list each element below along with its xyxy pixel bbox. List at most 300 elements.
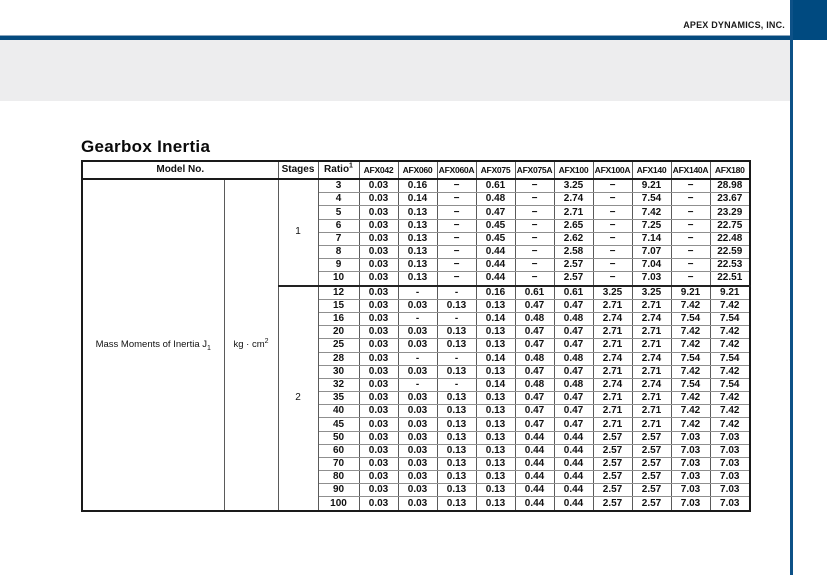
inertia-value-cell: 2.74 <box>632 352 671 365</box>
gearbox-inertia-table <box>81 160 751 512</box>
inertia-value-cell: - <box>437 313 476 326</box>
inertia-value-cell: − <box>515 193 554 206</box>
inertia-value-cell: 0.03 <box>359 365 398 378</box>
inertia-value-cell: 7.42 <box>671 326 710 339</box>
inertia-value-cell: 0.47 <box>515 418 554 431</box>
inertia-value-cell: 0.03 <box>359 392 398 405</box>
ratio-cell: 60 <box>318 444 359 457</box>
inertia-value-cell: 0.13 <box>437 431 476 444</box>
unit-cell: kg · $cm^2$ <box>224 179 278 511</box>
inertia-value-cell: 7.03 <box>710 484 750 497</box>
ratio-cell: 3 <box>318 179 359 193</box>
inertia-value-cell: 7.42 <box>671 405 710 418</box>
subheader-band <box>0 40 790 101</box>
ratio-cell: 30 <box>318 365 359 378</box>
inertia-value-cell: 0.44 <box>515 457 554 470</box>
inertia-value-cell: 0.03 <box>398 444 437 457</box>
inertia-value-cell: − <box>671 245 710 258</box>
inertia-value-cell: 0.13 <box>437 339 476 352</box>
stages-header: Stages <box>278 161 318 179</box>
stage-cell: 2 <box>278 286 318 511</box>
inertia-value-cell: 7.42 <box>671 299 710 312</box>
inertia-value-cell: 7.42 <box>671 418 710 431</box>
inertia-value-cell: 2.57 <box>593 471 632 484</box>
inertia-value-cell: 2.74 <box>593 352 632 365</box>
inertia-value-cell: - <box>437 352 476 365</box>
inertia-value-cell: − <box>515 232 554 245</box>
inertia-value-cell: 0.44 <box>515 471 554 484</box>
inertia-value-cell: 7.04 <box>632 259 671 272</box>
inertia-value-cell: - <box>398 286 437 300</box>
inertia-value-cell: - <box>398 378 437 391</box>
inertia-value-cell: - <box>437 286 476 300</box>
inertia-value-cell: 0.03 <box>359 286 398 300</box>
inertia-value-cell: 0.03 <box>359 352 398 365</box>
inertia-value-cell: 2.57 <box>593 444 632 457</box>
inertia-value-cell: 2.74 <box>593 378 632 391</box>
inertia-value-cell: 0.16 <box>476 286 515 300</box>
inertia-value-cell: 2.74 <box>593 313 632 326</box>
inertia-value-cell: 0.13 <box>398 219 437 232</box>
inertia-value-cell: 0.13 <box>476 497 515 511</box>
inertia-value-cell: 0.13 <box>437 471 476 484</box>
inertia-value-cell: 0.45 <box>476 232 515 245</box>
inertia-value-cell: 0.03 <box>359 457 398 470</box>
inertia-value-cell: − <box>515 272 554 286</box>
inertia-value-cell: − <box>671 272 710 286</box>
inertia-value-cell: 7.14 <box>632 232 671 245</box>
inertia-value-cell: 0.03 <box>359 259 398 272</box>
inertia-value-cell: 2.71 <box>554 206 593 219</box>
row-group-label: Mass Moments of Inertia $J_1$ <box>82 179 224 511</box>
inertia-value-cell: 7.42 <box>710 405 750 418</box>
inertia-value-cell: − <box>437 272 476 286</box>
table-row <box>82 179 750 193</box>
inertia-value-cell: 22.53 <box>710 259 750 272</box>
inertia-value-cell: 0.13 <box>476 339 515 352</box>
ratio-cell: 25 <box>318 339 359 352</box>
inertia-value-cell: 0.14 <box>398 193 437 206</box>
inertia-value-cell: 0.13 <box>437 299 476 312</box>
inertia-value-cell: 7.03 <box>671 484 710 497</box>
inertia-value-cell: 0.03 <box>359 497 398 511</box>
model-column-header: AFX140A <box>671 161 710 179</box>
ratio-header: Ratio$^1$ <box>318 161 359 179</box>
ratio-cell: 10 <box>318 272 359 286</box>
inertia-value-cell: 7.42 <box>710 365 750 378</box>
inertia-value-cell: 0.03 <box>359 326 398 339</box>
model-column-header: AFX140 <box>632 161 671 179</box>
inertia-value-cell: 0.13 <box>437 457 476 470</box>
inertia-value-cell: 22.75 <box>710 219 750 232</box>
inertia-value-cell: − <box>671 232 710 245</box>
inertia-value-cell: − <box>593 259 632 272</box>
inertia-value-cell: 7.03 <box>671 471 710 484</box>
inertia-value-cell: 7.03 <box>710 497 750 511</box>
inertia-value-cell: 0.03 <box>398 457 437 470</box>
inertia-value-cell: 2.71 <box>593 299 632 312</box>
inertia-value-cell: 0.03 <box>359 339 398 352</box>
inertia-value-cell: 7.42 <box>710 299 750 312</box>
inertia-value-cell: 0.13 <box>476 431 515 444</box>
inertia-value-cell: 0.13 <box>476 299 515 312</box>
inertia-value-cell: − <box>671 193 710 206</box>
inertia-value-cell: 7.07 <box>632 245 671 258</box>
inertia-value-cell: − <box>593 193 632 206</box>
inertia-value-cell: 22.59 <box>710 245 750 258</box>
inertia-value-cell: 0.13 <box>398 232 437 245</box>
ratio-cell: 15 <box>318 299 359 312</box>
inertia-value-cell: 0.13 <box>398 245 437 258</box>
inertia-value-cell: 0.44 <box>515 431 554 444</box>
inertia-value-cell: 9.21 <box>632 179 671 193</box>
inertia-value-cell: 2.57 <box>554 259 593 272</box>
gearbox-inertia-section <box>81 160 751 512</box>
inertia-value-cell: 0.13 <box>398 206 437 219</box>
inertia-value-cell: − <box>593 245 632 258</box>
inertia-value-cell: 2.57 <box>554 272 593 286</box>
inertia-value-cell: 2.71 <box>593 418 632 431</box>
inertia-value-cell: 0.13 <box>476 392 515 405</box>
inertia-value-cell: 0.44 <box>554 431 593 444</box>
inertia-value-cell: 2.65 <box>554 219 593 232</box>
inertia-value-cell: 0.03 <box>398 484 437 497</box>
inertia-value-cell: − <box>515 179 554 193</box>
inertia-value-cell: 0.47 <box>554 339 593 352</box>
ratio-cell: 9 <box>318 259 359 272</box>
inertia-value-cell: 0.03 <box>398 365 437 378</box>
ratio-cell: 8 <box>318 245 359 258</box>
inertia-value-cell: 7.54 <box>710 352 750 365</box>
inertia-value-cell: − <box>515 245 554 258</box>
inertia-value-cell: 0.13 <box>437 326 476 339</box>
inertia-value-cell: 0.48 <box>476 193 515 206</box>
inertia-value-cell: 2.74 <box>632 313 671 326</box>
ratio-cell: 35 <box>318 392 359 405</box>
inertia-value-cell: 0.14 <box>476 378 515 391</box>
inertia-value-cell: − <box>671 206 710 219</box>
model-no-header: Model No. <box>82 161 278 179</box>
inertia-value-cell: 0.03 <box>359 232 398 245</box>
inertia-value-cell: 7.42 <box>710 339 750 352</box>
inertia-value-cell: − <box>515 206 554 219</box>
inertia-value-cell: 0.48 <box>554 378 593 391</box>
inertia-value-cell: - <box>437 378 476 391</box>
inertia-value-cell: 0.03 <box>398 339 437 352</box>
inertia-value-cell: 2.71 <box>632 299 671 312</box>
inertia-value-cell: 0.03 <box>398 418 437 431</box>
inertia-value-cell: 9.21 <box>671 286 710 300</box>
inertia-value-cell: − <box>437 193 476 206</box>
inertia-value-cell: 22.51 <box>710 272 750 286</box>
inertia-value-cell: 0.13 <box>437 405 476 418</box>
inertia-value-cell: 0.44 <box>476 245 515 258</box>
inertia-value-cell: 0.03 <box>398 392 437 405</box>
inertia-value-cell: 0.03 <box>359 313 398 326</box>
inertia-value-cell: 0.47 <box>554 326 593 339</box>
inertia-value-cell: 0.03 <box>359 378 398 391</box>
inertia-value-cell: 2.71 <box>632 392 671 405</box>
inertia-value-cell: 0.45 <box>476 219 515 232</box>
inertia-value-cell: 0.03 <box>359 418 398 431</box>
model-column-header: AFX100A <box>593 161 632 179</box>
inertia-value-cell: 7.42 <box>671 339 710 352</box>
inertia-value-cell: 2.57 <box>593 497 632 511</box>
table-header-row <box>82 161 750 179</box>
ratio-cell: 100 <box>318 497 359 511</box>
ratio-cell: 12 <box>318 286 359 300</box>
inertia-value-cell: 0.03 <box>359 272 398 286</box>
inertia-value-cell: 0.48 <box>554 313 593 326</box>
inertia-value-cell: 2.57 <box>632 471 671 484</box>
brand-square <box>790 0 827 40</box>
inertia-value-cell: 0.03 <box>359 484 398 497</box>
inertia-value-cell: 0.13 <box>476 457 515 470</box>
inertia-value-cell: 0.48 <box>554 352 593 365</box>
inertia-value-cell: 0.47 <box>515 365 554 378</box>
ratio-cell: 20 <box>318 326 359 339</box>
inertia-value-cell: 0.03 <box>359 219 398 232</box>
inertia-value-cell: 0.13 <box>437 365 476 378</box>
inertia-value-cell: 0.13 <box>398 272 437 286</box>
inertia-value-cell: 0.47 <box>515 405 554 418</box>
inertia-value-cell: 7.25 <box>632 219 671 232</box>
inertia-value-cell: 7.42 <box>632 206 671 219</box>
inertia-value-cell: 0.44 <box>476 272 515 286</box>
inertia-value-cell: 0.03 <box>359 431 398 444</box>
ratio-cell: 7 <box>318 232 359 245</box>
inertia-value-cell: 7.03 <box>710 457 750 470</box>
model-column-header: AFX060A <box>437 161 476 179</box>
inertia-value-cell: 3.25 <box>554 179 593 193</box>
inertia-value-cell: 0.13 <box>437 418 476 431</box>
inertia-value-cell: 0.48 <box>515 378 554 391</box>
inertia-value-cell: - <box>398 313 437 326</box>
inertia-value-cell: − <box>437 245 476 258</box>
inertia-value-cell: 7.42 <box>710 418 750 431</box>
inertia-value-cell: 0.03 <box>359 206 398 219</box>
inertia-value-cell: 2.74 <box>632 378 671 391</box>
inertia-value-cell: − <box>593 206 632 219</box>
inertia-value-cell: 2.71 <box>593 365 632 378</box>
inertia-value-cell: 0.47 <box>515 392 554 405</box>
inertia-value-cell: 2.57 <box>593 431 632 444</box>
inertia-value-cell: 0.13 <box>476 326 515 339</box>
inertia-value-cell: 2.71 <box>632 339 671 352</box>
inertia-value-cell: 0.13 <box>476 444 515 457</box>
inertia-value-cell: 7.54 <box>710 313 750 326</box>
inertia-value-cell: 0.03 <box>359 405 398 418</box>
ratio-cell: 32 <box>318 378 359 391</box>
inertia-value-cell: 0.03 <box>359 471 398 484</box>
ratio-cell: 90 <box>318 484 359 497</box>
inertia-value-cell: 0.13 <box>476 471 515 484</box>
inertia-value-cell: 2.71 <box>593 392 632 405</box>
inertia-value-cell: 2.57 <box>632 457 671 470</box>
inertia-value-cell: 0.61 <box>554 286 593 300</box>
stage-cell: 1 <box>278 179 318 286</box>
inertia-value-cell: 7.03 <box>671 497 710 511</box>
inertia-value-cell: 0.61 <box>476 179 515 193</box>
inertia-value-cell: 0.44 <box>554 497 593 511</box>
ratio-cell: 4 <box>318 193 359 206</box>
inertia-value-cell: 0.44 <box>515 444 554 457</box>
inertia-value-cell: 0.14 <box>476 352 515 365</box>
inertia-value-cell: 0.03 <box>398 471 437 484</box>
inertia-value-cell: 0.47 <box>554 365 593 378</box>
inertia-value-cell: 2.57 <box>632 444 671 457</box>
inertia-value-cell: 7.03 <box>671 431 710 444</box>
inertia-value-cell: − <box>671 179 710 193</box>
inertia-value-cell: 7.42 <box>671 365 710 378</box>
inertia-value-cell: − <box>515 259 554 272</box>
inertia-value-cell: 0.47 <box>515 339 554 352</box>
inertia-value-cell: 0.13 <box>476 484 515 497</box>
inertia-value-cell: 2.57 <box>632 497 671 511</box>
inertia-value-cell: 2.57 <box>632 484 671 497</box>
inertia-value-cell: 28.98 <box>710 179 750 193</box>
inertia-value-cell: 7.03 <box>710 444 750 457</box>
inertia-value-cell: 7.42 <box>710 392 750 405</box>
inertia-value-cell: 0.47 <box>515 299 554 312</box>
inertia-value-cell: 0.13 <box>437 484 476 497</box>
inertia-value-cell: 0.13 <box>437 444 476 457</box>
inertia-value-cell: 23.29 <box>710 206 750 219</box>
inertia-value-cell: 2.71 <box>632 365 671 378</box>
inertia-value-cell: − <box>437 259 476 272</box>
inertia-value-cell: − <box>593 219 632 232</box>
inertia-value-cell: 0.44 <box>554 444 593 457</box>
inertia-value-cell: − <box>671 259 710 272</box>
inertia-value-cell: 0.13 <box>437 392 476 405</box>
ratio-cell: 70 <box>318 457 359 470</box>
inertia-value-cell: − <box>437 206 476 219</box>
inertia-value-cell: 9.21 <box>710 286 750 300</box>
inertia-value-cell: 7.54 <box>671 313 710 326</box>
page-title: Gearbox Inertia <box>81 137 211 156</box>
model-column-header: AFX075A <box>515 161 554 179</box>
inertia-value-cell: 3.25 <box>632 286 671 300</box>
inertia-value-cell: 0.44 <box>554 484 593 497</box>
company-name: APEX DYNAMICS, INC. <box>683 20 785 30</box>
ratio-cell: 40 <box>318 405 359 418</box>
inertia-value-cell: 2.57 <box>632 431 671 444</box>
inertia-value-cell: 0.03 <box>398 299 437 312</box>
inertia-value-cell: 2.74 <box>554 193 593 206</box>
inertia-value-cell: 22.48 <box>710 232 750 245</box>
inertia-value-cell: 0.47 <box>476 206 515 219</box>
inertia-value-cell: 2.71 <box>593 326 632 339</box>
inertia-value-cell: - <box>398 352 437 365</box>
inertia-value-cell: 0.44 <box>515 497 554 511</box>
inertia-value-cell: 7.03 <box>671 457 710 470</box>
inertia-value-cell: − <box>437 232 476 245</box>
inertia-value-cell: 0.44 <box>476 259 515 272</box>
ratio-cell: 45 <box>318 418 359 431</box>
inertia-value-cell: 0.03 <box>359 444 398 457</box>
inertia-value-cell: 0.03 <box>398 405 437 418</box>
inertia-value-cell: 0.13 <box>437 497 476 511</box>
inertia-value-cell: 2.71 <box>593 339 632 352</box>
inertia-value-cell: 2.71 <box>632 418 671 431</box>
inertia-value-cell: 0.44 <box>554 471 593 484</box>
inertia-value-cell: 0.14 <box>476 313 515 326</box>
inertia-value-cell: − <box>593 272 632 286</box>
inertia-value-cell: 2.71 <box>593 405 632 418</box>
inertia-value-cell: − <box>437 179 476 193</box>
inertia-value-cell: 7.03 <box>710 471 750 484</box>
inertia-value-cell: 0.03 <box>359 299 398 312</box>
inertia-value-cell: 0.03 <box>398 431 437 444</box>
inertia-value-cell: 0.13 <box>476 418 515 431</box>
inertia-value-cell: 0.03 <box>398 326 437 339</box>
ratio-cell: 80 <box>318 471 359 484</box>
inertia-value-cell: 3.25 <box>593 286 632 300</box>
model-column-header: AFX075 <box>476 161 515 179</box>
inertia-value-cell: 2.71 <box>632 405 671 418</box>
inertia-value-cell: 0.47 <box>554 405 593 418</box>
inertia-value-cell: 0.03 <box>359 245 398 258</box>
inertia-value-cell: 0.16 <box>398 179 437 193</box>
inertia-value-cell: 7.03 <box>710 431 750 444</box>
ratio-cell: 50 <box>318 431 359 444</box>
inertia-value-cell: 0.44 <box>515 484 554 497</box>
inertia-value-cell: 0.03 <box>359 193 398 206</box>
inertia-value-cell: 7.03 <box>632 272 671 286</box>
ratio-cell: 5 <box>318 206 359 219</box>
inertia-value-cell: 7.54 <box>710 378 750 391</box>
inertia-value-cell: 0.03 <box>398 497 437 511</box>
inertia-value-cell: 2.57 <box>593 484 632 497</box>
inertia-value-cell: 2.62 <box>554 232 593 245</box>
ratio-cell: 6 <box>318 219 359 232</box>
ratio-cell: 16 <box>318 313 359 326</box>
model-column-header: AFX060 <box>398 161 437 179</box>
brand-vertical-rule <box>790 0 793 575</box>
inertia-value-cell: 0.13 <box>398 259 437 272</box>
model-column-header: AFX100 <box>554 161 593 179</box>
inertia-value-cell: 0.47 <box>554 299 593 312</box>
ratio-cell: 28 <box>318 352 359 365</box>
inertia-value-cell: − <box>593 232 632 245</box>
inertia-value-cell: − <box>437 219 476 232</box>
inertia-value-cell: − <box>671 219 710 232</box>
model-column-header: AFX180 <box>710 161 750 179</box>
inertia-value-cell: 0.48 <box>515 313 554 326</box>
inertia-value-cell: 2.71 <box>632 326 671 339</box>
inertia-value-cell: 23.67 <box>710 193 750 206</box>
model-column-header: AFX042 <box>359 161 398 179</box>
inertia-value-cell: 7.54 <box>671 378 710 391</box>
inertia-value-cell: 2.58 <box>554 245 593 258</box>
inertia-value-cell: 0.47 <box>554 418 593 431</box>
inertia-value-cell: − <box>515 219 554 232</box>
inertia-value-cell: 0.61 <box>515 286 554 300</box>
inertia-value-cell: 0.48 <box>515 352 554 365</box>
inertia-value-cell: 0.44 <box>554 457 593 470</box>
inertia-value-cell: 7.54 <box>671 352 710 365</box>
inertia-value-cell: 0.47 <box>554 392 593 405</box>
inertia-value-cell: 2.57 <box>593 457 632 470</box>
inertia-value-cell: 7.42 <box>710 326 750 339</box>
inertia-value-cell: − <box>593 179 632 193</box>
inertia-value-cell: 0.13 <box>476 405 515 418</box>
inertia-value-cell: 0.47 <box>515 326 554 339</box>
inertia-value-cell: 0.13 <box>476 365 515 378</box>
inertia-value-cell: 7.42 <box>671 392 710 405</box>
inertia-value-cell: 0.03 <box>359 179 398 193</box>
inertia-value-cell: 7.03 <box>671 444 710 457</box>
